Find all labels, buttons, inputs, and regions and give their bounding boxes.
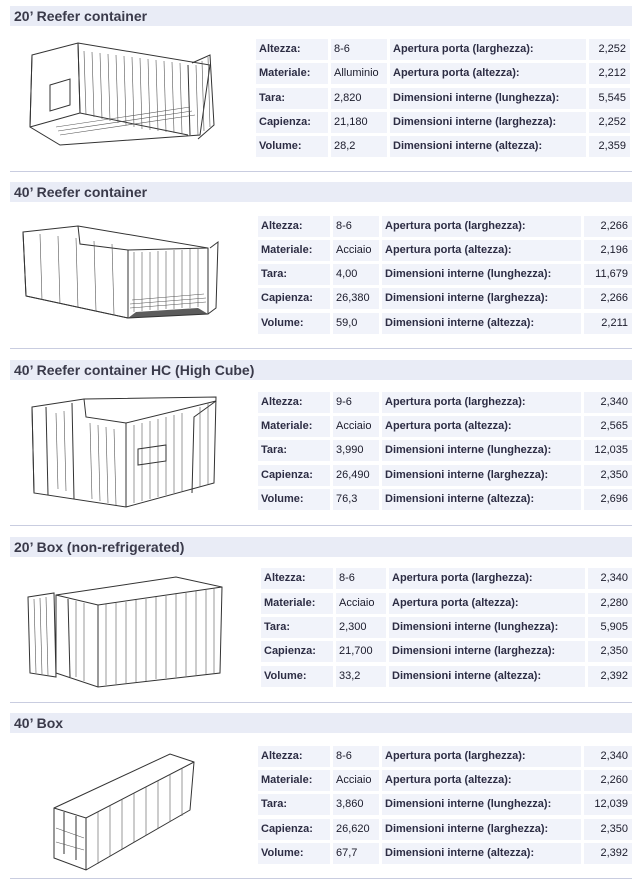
section-divider	[10, 525, 632, 526]
spec-label: Apertura porta (larghezza):	[382, 216, 581, 237]
spec-row	[258, 770, 632, 791]
spec-label: Capienza:	[261, 641, 333, 662]
spec-value: 2,280	[588, 593, 632, 614]
spec-value: 3,860	[333, 794, 379, 815]
spec-value: 2,350	[588, 641, 632, 662]
spec-label: Dimensioni interne (altezza):	[382, 489, 581, 510]
spec-row	[256, 88, 630, 109]
section-title: 20’ Reefer container	[10, 6, 632, 26]
spec-row	[258, 819, 632, 840]
spec-label: Capienza:	[258, 819, 330, 840]
spec-label: Capienza:	[258, 465, 330, 486]
box-container-20ft-illustration	[26, 573, 226, 691]
spec-value: 2,340	[584, 746, 632, 767]
spec-label: Materiale:	[256, 63, 328, 84]
spec-label: Apertura porta (altezza):	[382, 770, 581, 791]
spec-label: Materiale:	[258, 240, 330, 261]
spec-row	[261, 666, 632, 687]
spec-value: 2,260	[584, 770, 632, 791]
spec-label: Dimensioni interne (altezza):	[382, 313, 581, 334]
spec-label: Altezza:	[256, 39, 328, 60]
spec-row	[258, 794, 632, 815]
spec-label: Apertura porta (altezza):	[389, 593, 585, 614]
spec-label: Dimensioni interne (lunghezza):	[389, 617, 585, 638]
reefer-container-40ft-hc-illustration	[26, 393, 221, 511]
spec-label: Dimensioni interne (altezza):	[389, 666, 585, 687]
section-title: 40’ Box	[10, 713, 632, 733]
spec-value: 2,350	[584, 819, 632, 840]
spec-value: 2,211	[584, 313, 632, 334]
reefer-container-20ft-illustration	[20, 35, 220, 150]
spec-row	[258, 216, 632, 237]
spec-value: 2,212	[589, 63, 630, 84]
container-section	[0, 178, 640, 353]
spec-value: 2,196	[584, 240, 632, 261]
spec-label: Apertura porta (larghezza):	[389, 568, 585, 589]
spec-row	[258, 746, 632, 767]
spec-value: 59,0	[333, 313, 379, 334]
spec-value: Acciaio	[333, 240, 379, 261]
spec-row	[261, 641, 632, 662]
spec-label: Tara:	[258, 440, 330, 461]
spec-value: 26,620	[333, 819, 379, 840]
spec-label: Apertura porta (larghezza):	[382, 746, 581, 767]
spec-value: 3,990	[333, 440, 379, 461]
spec-label: Volume:	[258, 489, 330, 510]
spec-label: Dimensioni interne (altezza):	[382, 843, 581, 864]
spec-value: Acciaio	[336, 593, 386, 614]
spec-row	[261, 593, 632, 614]
box-container-40ft-illustration	[50, 750, 200, 874]
spec-row	[258, 489, 632, 510]
spec-value: 8-6	[331, 39, 387, 60]
spec-value: 21,180	[331, 112, 387, 133]
spec-label: Apertura porta (larghezza):	[390, 39, 586, 60]
spec-value: 12,035	[584, 440, 632, 461]
spec-row	[261, 568, 632, 589]
spec-label: Altezza:	[258, 216, 330, 237]
container-section	[0, 710, 640, 882]
spec-value: 2,820	[331, 88, 387, 109]
spec-label: Dimensioni interne (lunghezza):	[382, 264, 581, 285]
spec-label: Tara:	[258, 794, 330, 815]
spec-label: Dimensioni interne (larghezza):	[382, 819, 581, 840]
spec-label: Apertura porta (altezza):	[390, 63, 586, 84]
section-title: 40’ Reefer container HC (High Cube)	[10, 360, 632, 380]
spec-label: Dimensioni interne (lunghezza):	[390, 88, 586, 109]
spec-label: Altezza:	[261, 568, 333, 589]
spec-label: Capienza:	[256, 112, 328, 133]
spec-row	[256, 112, 630, 133]
spec-label: Volume:	[256, 136, 328, 157]
container-section	[0, 355, 640, 530]
spec-value: 2,252	[589, 112, 630, 133]
spec-value: 26,490	[333, 465, 379, 486]
spec-value: 33,2	[336, 666, 386, 687]
spec-value: 4,00	[333, 264, 379, 285]
spec-row	[261, 617, 632, 638]
spec-label: Materiale:	[261, 593, 333, 614]
spec-label: Volume:	[258, 313, 330, 334]
spec-value: 76,3	[333, 489, 379, 510]
section-title: 20’ Box (non-refrigerated)	[10, 537, 632, 557]
spec-value: 67,7	[333, 843, 379, 864]
spec-row	[256, 63, 630, 84]
spec-value: 12,039	[584, 794, 632, 815]
spec-row	[256, 136, 630, 157]
spec-label: Volume:	[258, 843, 330, 864]
spec-value: 5,545	[589, 88, 630, 109]
spec-label: Tara:	[256, 88, 328, 109]
spec-value: 8-6	[333, 216, 379, 237]
spec-value: 2,392	[584, 843, 632, 864]
section-divider	[10, 702, 632, 703]
spec-label: Altezza:	[258, 392, 330, 413]
spec-label: Materiale:	[258, 770, 330, 791]
spec-row	[258, 392, 632, 413]
container-section	[0, 533, 640, 708]
spec-label: Tara:	[261, 617, 333, 638]
spec-row	[258, 288, 632, 309]
spec-row	[258, 416, 632, 437]
spec-label: Materiale:	[258, 416, 330, 437]
container-section	[0, 0, 640, 175]
spec-label: Apertura porta (larghezza):	[382, 392, 581, 413]
spec-label: Dimensioni interne (larghezza):	[390, 112, 586, 133]
spec-row	[258, 264, 632, 285]
spec-row	[258, 440, 632, 461]
spec-value: Acciaio	[333, 770, 379, 791]
spec-value: 28,2	[331, 136, 387, 157]
spec-value: 2,565	[584, 416, 632, 437]
spec-value: 2,696	[584, 489, 632, 510]
spec-value: 2,252	[589, 39, 630, 60]
spec-value: 11,679	[584, 264, 632, 285]
section-title: 40’ Reefer container	[10, 182, 632, 202]
spec-label: Capienza:	[258, 288, 330, 309]
spec-label: Altezza:	[258, 746, 330, 767]
section-divider	[10, 348, 632, 349]
spec-row	[258, 465, 632, 486]
spec-value: Alluminio	[331, 63, 387, 84]
spec-label: Dimensioni interne (larghezza):	[389, 641, 585, 662]
spec-value: 2,340	[588, 568, 632, 589]
spec-label: Volume:	[261, 666, 333, 687]
section-divider	[10, 171, 632, 172]
spec-value: 8-6	[333, 746, 379, 767]
spec-row	[256, 39, 630, 60]
spec-value: 21,700	[336, 641, 386, 662]
spec-row	[258, 240, 632, 261]
spec-value: 2,300	[336, 617, 386, 638]
spec-value: 2,392	[588, 666, 632, 687]
spec-value: 2,350	[584, 465, 632, 486]
spec-value: 26,380	[333, 288, 379, 309]
spec-label: Dimensioni interne (larghezza):	[382, 288, 581, 309]
spec-label: Dimensioni interne (lunghezza):	[382, 440, 581, 461]
spec-value: 2,359	[589, 136, 630, 157]
spec-label: Apertura porta (altezza):	[382, 240, 581, 261]
spec-value: 9-6	[333, 392, 379, 413]
spec-value: 8-6	[336, 568, 386, 589]
spec-label: Dimensioni interne (larghezza):	[382, 465, 581, 486]
spec-value: Acciaio	[333, 416, 379, 437]
reefer-container-40ft-illustration	[18, 222, 223, 322]
spec-label: Tara:	[258, 264, 330, 285]
spec-value: 2,340	[584, 392, 632, 413]
spec-row	[258, 843, 632, 864]
spec-label: Dimensioni interne (lunghezza):	[382, 794, 581, 815]
spec-label: Apertura porta (altezza):	[382, 416, 581, 437]
section-divider	[10, 878, 632, 879]
spec-value: 5,905	[588, 617, 632, 638]
spec-value: 2,266	[584, 216, 632, 237]
spec-row	[258, 313, 632, 334]
spec-value: 2,266	[584, 288, 632, 309]
spec-label: Dimensioni interne (altezza):	[390, 136, 586, 157]
